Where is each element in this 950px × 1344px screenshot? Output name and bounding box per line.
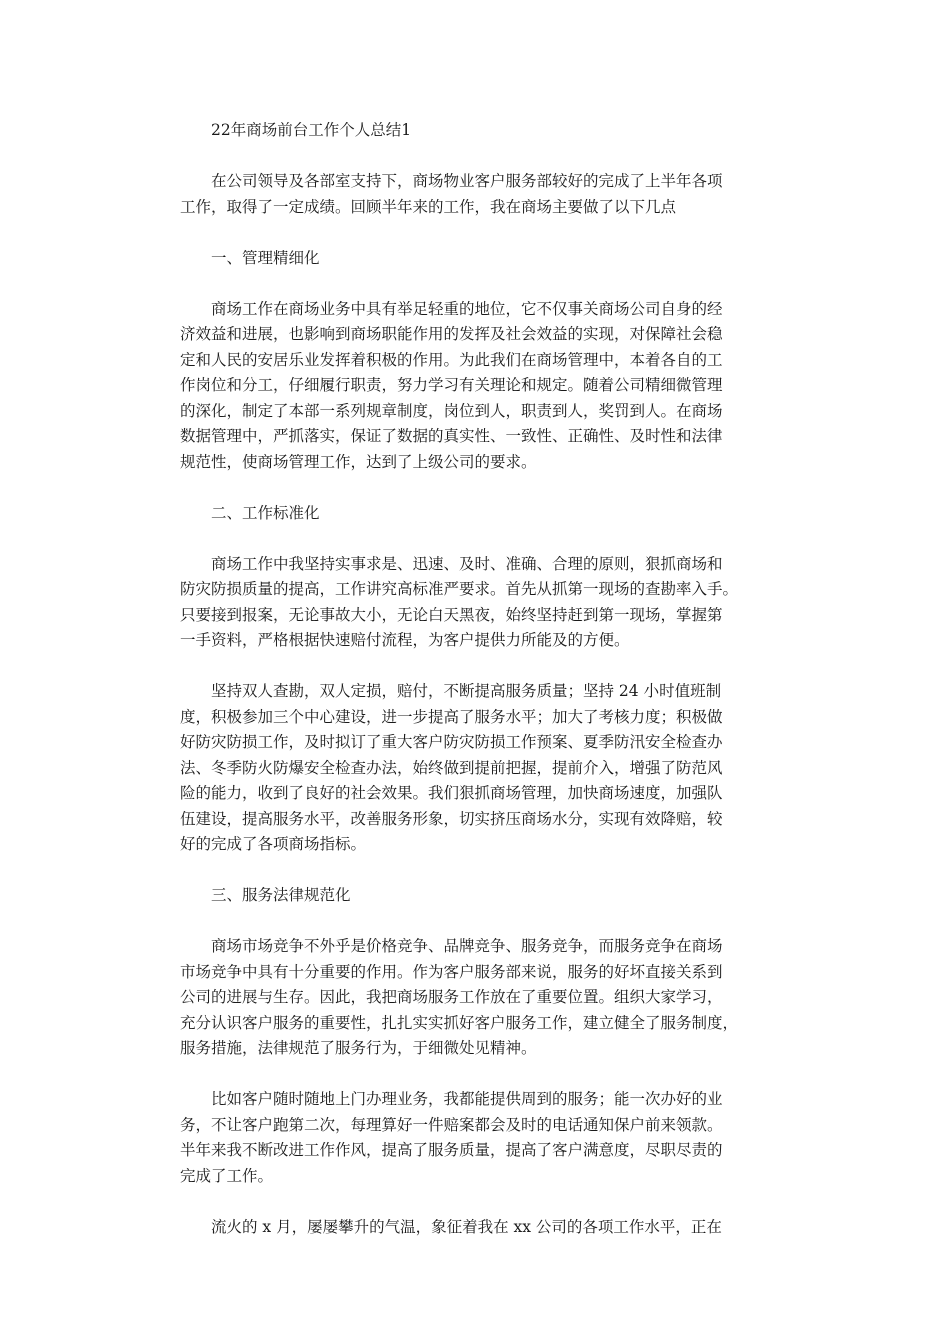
paragraph-line: 商场工作在商场业务中具有举足轻重的地位，它不仅事关商场公司自身的经: [211, 299, 723, 318]
paragraph: [180, 501, 775, 527]
document-body: [180, 169, 775, 1240]
paragraph: [180, 246, 775, 272]
paragraph-line: 比如客户随时随地上门办理业务，我都能提供周到的服务；能一次办好的业: [211, 1090, 723, 1108]
paragraph-line: 流火的 x 月，屡屡攀升的气温，象征着我在 xx 公司的各项工作水平，正在: [211, 1217, 722, 1236]
paragraph-line: 度，积极参加三个中心建设，进一步提高了服务水平；加大了考核力度；积极做: [180, 707, 723, 726]
paragraph-line: 只要接到报案，无论事故大小，无论白天黑夜，始终坚持赶到第一现场，掌握第: [180, 605, 723, 624]
paragraph-line: 定和人民的安居乐业发挥着积极的作用。为此我们在商场管理中，本着各自的工: [180, 350, 723, 369]
paragraph-line: 半年来我不断改进工作作风，提高了服务质量，提高了客户满意度，尽职尽责的: [180, 1141, 723, 1159]
paragraph-line: 服务措施，法律规范了服务行为，于细微处见精神。: [180, 1039, 537, 1057]
paragraph-line: 法、冬季防火防爆安全检查办法，始终做到提前把握，提前介入，增强了防范风: [180, 758, 723, 777]
paragraph-gap: [180, 858, 775, 884]
paragraph: [180, 169, 775, 220]
paragraph-line: 务，不让客户跑第二次，每理算好一件赔案都会及时的电话通知保户前来领款。: [180, 1115, 723, 1134]
paragraph-line: 二、工作标准化: [211, 503, 320, 522]
paragraph: [180, 1215, 775, 1241]
paragraph: [180, 552, 775, 654]
paragraph-line: 市场竞争中具有十分重要的作用。作为客户服务部来说，服务的好坏直接关系到: [180, 962, 723, 981]
paragraph-line: 在公司领导及各部室支持下，商场物业客户服务部较好的完成了上半年各项: [211, 172, 723, 190]
paragraph-line: 好的完成了各项商场指标。: [180, 835, 367, 853]
paragraph-line: 商场工作中我坚持实事求是、迅速、及时、准确、合理的原则，狠抓商场和: [211, 554, 723, 573]
paragraph-gap: [180, 1189, 775, 1215]
paragraph-gap: [180, 526, 775, 552]
paragraph-line: 公司的进展与生存。因此，我把商场服务工作放在了重要位置。组织大家学习，: [180, 988, 723, 1006]
paragraph-line: 规范性，使商场管理工作，达到了上级公司的要求。: [180, 452, 537, 471]
paragraph: [180, 679, 775, 858]
paragraph-gap: [180, 271, 775, 297]
paragraph-line: 一、管理精细化: [211, 248, 320, 267]
paragraph-line: 险的能力，收到了良好的社会效果。我们狠抓商场管理，加快商场速度，加强队: [180, 784, 723, 802]
paragraph: [180, 883, 775, 909]
document-title: 22年商场前台工作个人总结1: [211, 121, 412, 139]
paragraph-line: 防灾防损质量的提高，工作讲究高标准严要求。首先从抓第一现场的查勘率入手。: [180, 580, 739, 598]
paragraph-line: 的深化，制定了本部一系列规章制度，岗位到人，职责到人，奖罚到人。在商场: [180, 401, 723, 420]
paragraph: [180, 1087, 775, 1189]
document-page: [180, 118, 775, 1240]
paragraph-line: 数据管理中，严抓落实，保证了数据的真实性、一致性、正确性、及时性和法律: [180, 427, 723, 445]
paragraph: [180, 297, 775, 476]
paragraph-line: 坚持双人查勘，双人定损，赔付，不断提高服务质量；坚持 24 小时值班制: [211, 682, 722, 700]
paragraph-gap: [180, 654, 775, 680]
paragraph-gap: [180, 144, 775, 170]
paragraph: [180, 934, 775, 1062]
paragraph-gap: [180, 220, 775, 246]
paragraph-gap: [180, 1062, 775, 1088]
paragraph-line: 充分认识客户服务的重要性，扎扎实实抓好客户服务工作，建立健全了服务制度，: [180, 1013, 739, 1032]
paragraph-line: 三、服务法律规范化: [211, 886, 351, 904]
paragraph-line: 商场市场竞争不外乎是价格竞争、品牌竞争、服务竞争，而服务竞争在商场: [211, 937, 723, 955]
paragraph-line: 济效益和进展，也影响到商场职能作用的发挥及社会效益的实现，对保障社会稳: [180, 325, 723, 343]
paragraph-line: 工作，取得了一定成绩。回顾半年来的工作，我在商场主要做了以下几点: [180, 197, 677, 216]
paragraph-gap: [180, 909, 775, 935]
paragraph-line: 完成了工作。: [180, 1166, 274, 1185]
paragraph-line: 好防灾防损工作，及时拟订了重大客户防灾防损工作预案、夏季防汛安全检查办: [180, 733, 723, 751]
paragraph-line: 作岗位和分工，仔细履行职责，努力学习有关理论和规定。随着公司精细微管理: [180, 376, 723, 394]
paragraph-line: 伍建设，提高服务水平，改善服务形象，切实挤压商场水分，实现有效降赔，较: [180, 809, 723, 828]
paragraph-line: 一手资料，严格根据快速赔付流程，为客户提供力所能及的方便。: [180, 631, 630, 649]
paragraph-gap: [180, 475, 775, 501]
